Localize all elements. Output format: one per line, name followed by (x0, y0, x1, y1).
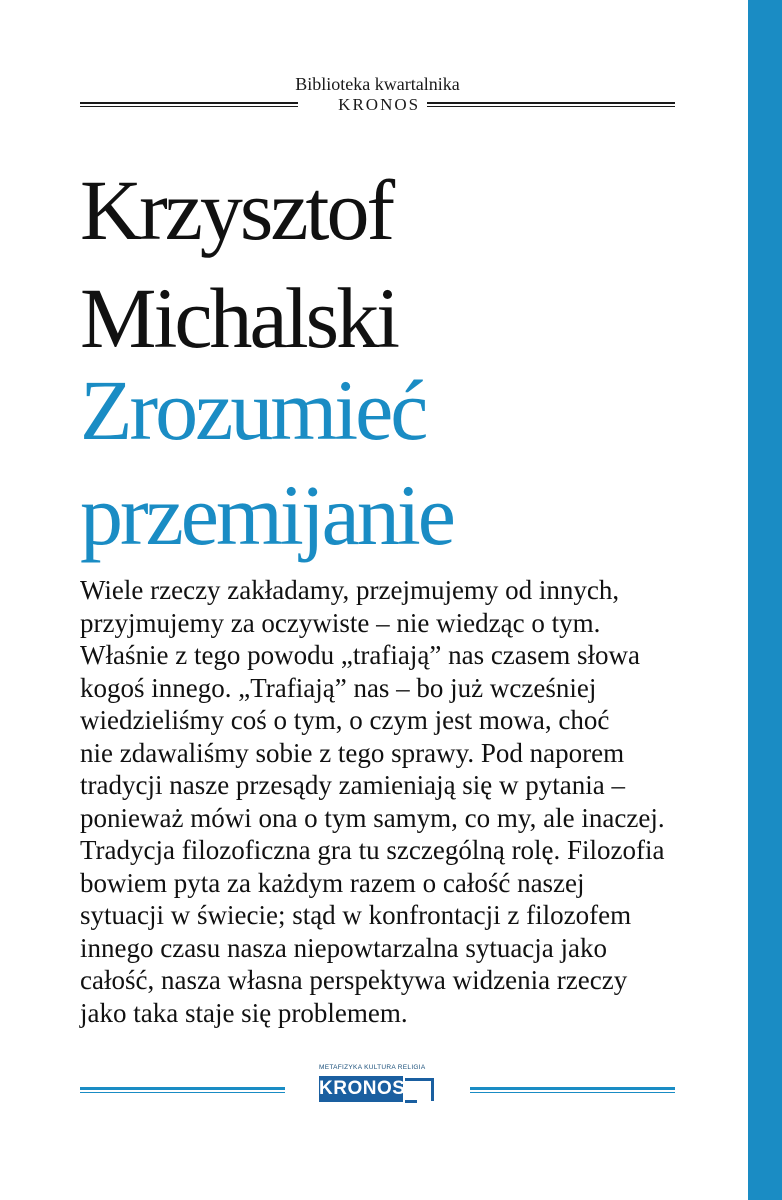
blurb-line: Właśnie z tego powodu „trafiają” nas czasem słowa (80, 640, 641, 670)
logo-tagline: METAFIZYKA KULTURA RELIGIA (319, 1064, 426, 1071)
series-rule-left (80, 102, 298, 107)
series-header (80, 72, 675, 118)
book-title (80, 358, 453, 568)
publisher-logo (286, 1042, 469, 1116)
publisher-rule-left (80, 1087, 285, 1093)
blurb-line: ponieważ mówi ona o tym samym, co my, ale inaczej. (80, 802, 665, 833)
blurb-line: bowiem pyta za każdym razem o całość naszej (80, 867, 585, 898)
title-line-2: przemijanie (80, 467, 453, 563)
blurb-line: innego czasu nasza niepowtarzalna sytuacja jako (80, 932, 608, 963)
blurb-line: tradycji nasze przesądy zamieniają się w pytania – (80, 770, 626, 800)
book-author (80, 156, 397, 372)
blurb-line: przyjmujemy za oczywiste – nie wiedząc o tym. (80, 607, 601, 638)
logo-wordmark: KRONOS (319, 1076, 403, 1102)
series-rule (80, 96, 675, 118)
logo-plate (319, 1076, 437, 1102)
blurb-line: sytuacji w świecie; stąd w konfrontacji z filozofem (80, 900, 632, 930)
blurb-line: kogoś innego. „Trafiają” nas – bo już wcześniej (80, 672, 597, 703)
blurb-line: jako taka staje się problemem. (80, 997, 408, 1028)
author-first-name: Krzysztof (80, 162, 393, 258)
publisher-rule-right (470, 1087, 675, 1093)
series-name: KRONOS (338, 95, 421, 114)
cover-spine-band (748, 0, 782, 1200)
author-last-name: Michalski (80, 270, 397, 366)
blurb-text (80, 574, 710, 1029)
blurb-line: Wiele rzeczy zakładamy, przejmujemy od innych, (80, 575, 620, 605)
series-rule-right (427, 102, 675, 107)
series-title: Biblioteka kwartalnika (295, 74, 460, 94)
blurb-line: Tradycja filozoficzna gra tu szczególną rolę. Filozofia (80, 835, 665, 865)
blurb-line: nie zdawaliśmy sobie z tego sprawy. Pod naporem (80, 737, 625, 768)
blurb-line: całość, nasza własna perspektywa widzenia rzeczy (80, 965, 628, 995)
title-line-1: Zrozumieć (80, 362, 426, 458)
blurb-line: wiedzieliśmy coś o tym, o czym jest mowa, choć (80, 705, 610, 735)
logo-bracket-foot-icon (405, 1094, 417, 1103)
